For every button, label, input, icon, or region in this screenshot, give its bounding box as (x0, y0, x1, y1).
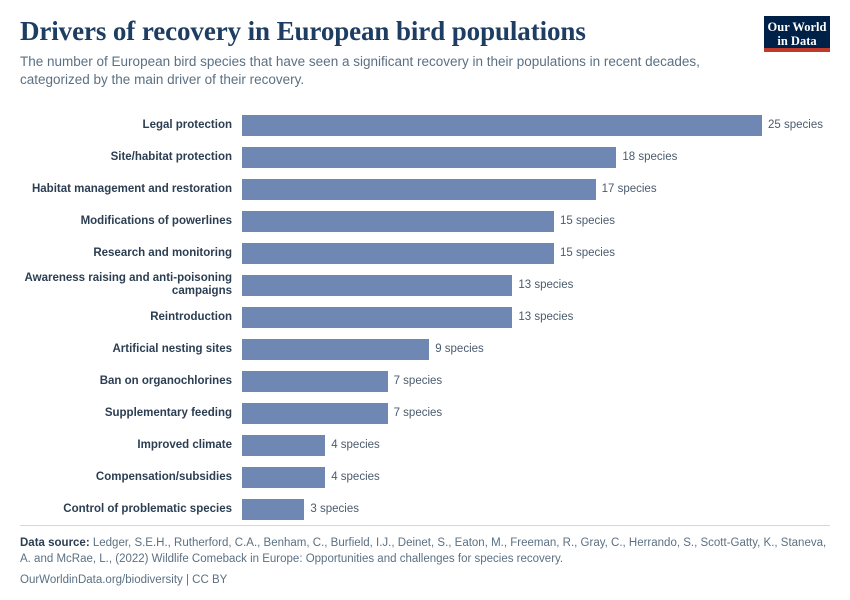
bar-value-label: 13 species (518, 279, 574, 292)
bar-value-label: 25 species (768, 119, 823, 132)
bar-category-label: Supplementary feeding (104, 406, 232, 419)
bar-category-label: Habitat management and restoration (31, 182, 232, 195)
bar[interactable] (242, 115, 762, 136)
bar-track (242, 301, 830, 333)
bar-row (20, 109, 830, 141)
bar-track (242, 269, 830, 301)
bar-track (242, 333, 830, 365)
bar[interactable] (242, 371, 388, 392)
bar[interactable] (242, 179, 596, 200)
bar-row (20, 365, 830, 397)
bar-value-label: 15 species (560, 247, 615, 260)
bar-value-label: 9 species (435, 343, 484, 356)
bar-track (242, 429, 830, 461)
data-source (20, 535, 830, 568)
footer-link[interactable]: OurWorldinData.org/biodiversity | CC BY (20, 574, 228, 586)
bar-track (242, 237, 830, 269)
bar-category-label: Compensation/subsidies (95, 470, 232, 483)
bar-row (20, 141, 830, 173)
bar-category-label: Legal protection (142, 118, 232, 131)
bar-category-label: Modifications of powerlines (80, 214, 232, 227)
chart-footer (20, 525, 830, 586)
bar-category-label: Improved climate (137, 438, 232, 451)
bar-category-label: Research and monitoring (93, 246, 232, 259)
bar[interactable] (242, 467, 325, 488)
bar-row (20, 493, 830, 525)
bar-value-label: 15 species (560, 215, 615, 228)
bar-track (242, 461, 830, 493)
bar-track (242, 173, 830, 205)
bar-track (242, 205, 830, 237)
bar-row (20, 397, 830, 429)
bar-value-label: 18 species (622, 151, 678, 164)
chart-subtitle: The number of European bird species that have seen a significant recovery in their populations in recent decades, categorized by the main driver of their recovery. (20, 54, 700, 88)
bar-value-label: 3 species (310, 503, 359, 516)
bar-track (242, 493, 830, 525)
bar-value-label: 17 species (601, 183, 657, 196)
bar-category-label: Site/habitat protection (110, 150, 232, 163)
bar[interactable] (242, 211, 554, 232)
bar-value-label: 7 species (393, 407, 443, 420)
bar-track (242, 109, 830, 141)
bar-row (20, 173, 830, 205)
bar[interactable] (242, 243, 554, 264)
bar[interactable] (242, 403, 388, 424)
bar-chart (20, 109, 830, 525)
bar[interactable] (242, 339, 429, 360)
owid-logo-line2: in Data (777, 34, 817, 48)
bar-category-label: Control of problematic species (63, 502, 232, 515)
bar-row (20, 205, 830, 237)
bar-row (20, 269, 830, 301)
bar-value-label: 4 species (331, 471, 380, 484)
bar-category-label: Awareness raising and anti-poisoning campaigns (24, 272, 232, 298)
bar-value-label: 4 species (331, 439, 380, 452)
owid-logo-line1: Our World (767, 20, 827, 34)
bar-row (20, 333, 830, 365)
bar[interactable] (242, 499, 304, 520)
bar[interactable] (242, 435, 325, 456)
bar-row (20, 237, 830, 269)
page-title: Drivers of recovery in European bird populations (20, 16, 586, 46)
bar-category-label: Reintroduction (150, 310, 232, 323)
chart-header (20, 16, 830, 89)
owid-logo[interactable] (764, 16, 830, 52)
bar-row (20, 301, 830, 333)
bar-track (242, 397, 830, 429)
bar[interactable] (242, 307, 512, 328)
bar-row (20, 429, 830, 461)
bar-value-label: 13 species (518, 311, 574, 324)
bar[interactable] (242, 275, 512, 296)
data-source-text: Ledger, S.E.H., Rutherford, C.A., Benham, C., Burfield, I.J., Deinet, S., Eaton, M., Freeman, R., Gray, C., Herrando, S., Scott-Gatty, K., Staneva, A. and McRae, L., (2022) Wildlife Comeback in Europe: Opportunities and challenges for species recovery. (20, 536, 827, 566)
bar-track (242, 365, 830, 397)
bar-category-label: Ban on organochlorines (99, 374, 232, 387)
bar-track (242, 141, 830, 173)
bar-category-label: Artificial nesting sites (112, 342, 232, 355)
data-source-label: Data source: (20, 536, 90, 549)
bar-value-label: 7 species (393, 375, 443, 388)
bar-row (20, 461, 830, 493)
bar[interactable] (242, 147, 616, 168)
